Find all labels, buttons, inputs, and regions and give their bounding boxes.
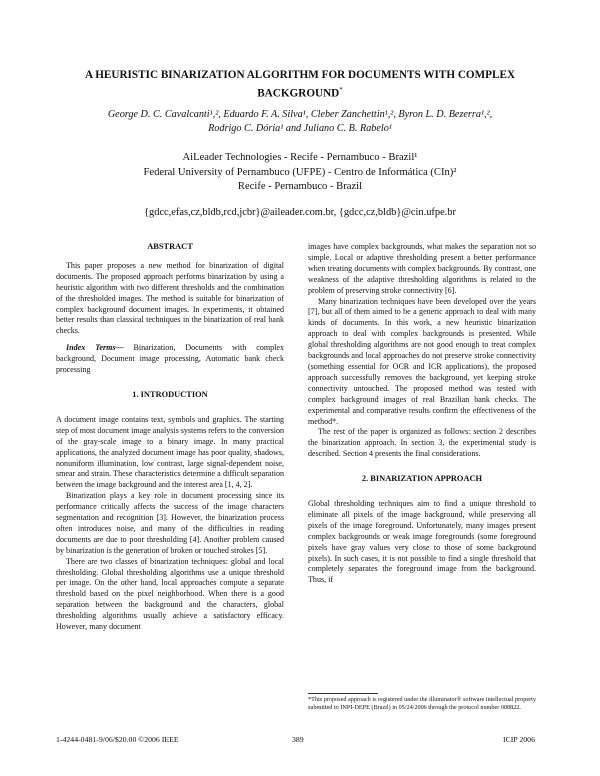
- intro-paragraph-3: There are two classes of binarization techniques: global and local thresholding. Global thresholding algorithms use a unique threshold per image. On the other hand, local approaches compute a separate threshold based on the pixel neighborhood. When there is a good separation between the background and the characters, global thresholding algorithms usually achieve a satisfactory efficacy. However, many document: [56, 556, 284, 632]
- index-terms-label: Index Terms—: [66, 343, 124, 353]
- affiliation-line-2: Federal University of Pernambuco (UFPE) - Centro de Informática (CIn)²: [143, 166, 457, 178]
- affiliations: [60, 151, 540, 195]
- binarization-heading: 2. BINARIZATION APPROACH: [361, 474, 483, 484]
- introduction-heading: 1. INTRODUCTION: [132, 389, 208, 399]
- affiliation-line-3: Recife - Pernambuco - Brazil: [237, 181, 363, 192]
- paragraph-organization: The rest of the paper is organized as follows: section 2 describes the binarization approach. In section 3, the experimental study is described. Section 4 presents the final considerations.: [308, 427, 536, 459]
- intro-paragraph-1: A document image contains text, symbols and graphics. The starting step of most document image analysis systems refers to the conversion of the gray-scale image to a binary image. In many practical applications, the analyzed document image has poor quality, shadows, nonuniform illumination, low contrast, large signal-dependent noise, smear and strain. These characteristics determine a difficult separation between the image background and the interest area [1, 4, 2].: [56, 414, 284, 490]
- title-line-1: A HEURISTIC BINARIZATION ALGORITHM FOR DOCUMENTS WITH COMPLEX: [84, 69, 516, 81]
- footnote: *This proposed approach is registered under the illuminator® software intellectual property submitted to INPI-DEPE (Brazil) in 05/24/2006 through the protocol number 008822.: [308, 696, 536, 712]
- left-column: [56, 242, 284, 633]
- abstract-text: This paper proposes a new method for binarization of digital documents. The proposed approach performs binarization by using a heuristic algorithm with two different thresholds and the combination of the thresholded images. The method is suitable for binarization of complex background document images. In experiments, it obtained better results than classical techniques in the binarization of real bank checks.: [56, 260, 284, 336]
- paper-title: [60, 68, 540, 101]
- authors-line-1: George D. C. Cavalcanti¹,², Eduardo F. A. Silva¹, Cleber Zanchettin¹,², Byron L. D. Bezerra¹,²,: [107, 109, 493, 120]
- title-footnote-mark: *: [339, 85, 343, 94]
- intro-paragraph-2: Binarization plays a key role in document processing since its performance critically affects the success of the image characters segmentation and recognition [3]. However, the binarization process often introduces noise, and many of the difficulties in reading documents are due to poor thresholding [4]. Another problem caused by binarization is the generation of broken or touched strokes [5].: [56, 491, 284, 555]
- footer-conference: ICIP 2006: [503, 735, 535, 744]
- title-line-2: [60, 83, 540, 101]
- email-addresses: {gdcc,efas,cz,bldb,rcd,jcbr}@aileader.com.br, {gdcc,cz,bldb}@cin.ufpe.br: [144, 207, 456, 218]
- authors-line-2: Rodrigo C. Dória¹ and Juliano C. B. Rabelo¹: [208, 123, 392, 134]
- index-terms-text: Binarization, Documents with complex background, Document image processing, Automatic bank check processing: [56, 343, 284, 375]
- affiliation-line-1: AiLeader Technologies - Recife - Pernambuco - Brazil¹: [182, 152, 418, 163]
- continued-paragraph: images have complex backgrounds, what makes the separation not so simple. Local or adaptive thresholding present a better performance when treating documents with complex backgrounds. By contrast, one weakness of the adaptive thresholding algorithms is related to the problem of preserving stroke connectivity [6].: [308, 242, 536, 295]
- page-number: 389: [292, 735, 304, 744]
- title-line-2-text: BACKGROUND: [257, 87, 340, 100]
- right-column: [308, 242, 536, 586]
- binarization-paragraph-1: Global thresholding techniques aim to find a unique threshold to eliminate all pixels of the image background, while preserving all pixels of the image foreground. Unfortunately, many images present complex backgrounds or weak image foregrounds (some foreground pixels have gray values very close to those of some background pixels). In such cases, it is not possible to find a single threshold that completely separates the foreground image from the background. Thus, if: [308, 499, 536, 585]
- footer-copyright: 1-4244-0481-9/06/$20.00 ©2006 IEEE: [56, 735, 179, 744]
- abstract-heading: ABSTRACT: [147, 242, 193, 251]
- author-list: [60, 108, 540, 136]
- footnote-rule: [308, 693, 378, 694]
- paragraph-many-techniques: Many binarization techniques have been developed over the years [7], but all of them aimed to be a generic approach to deal with many kinds of documents. In this work, a new heuristic binarization approach to deal with complex backgrounds is presented. While global thresholding algorithms are not good enough to treat complex backgrounds and local approaches do not preserve stroke connectivity (something essential for OCR and ICR applications), the proposed approach successfully removes the background, yet keeping stroke connectivity untouched. The proposed method was tested with complex background images of real Brazilian bank checks. The experimental and comparative results confirm the effectiveness of the method*.: [308, 296, 536, 426]
- index-terms: [56, 343, 284, 376]
